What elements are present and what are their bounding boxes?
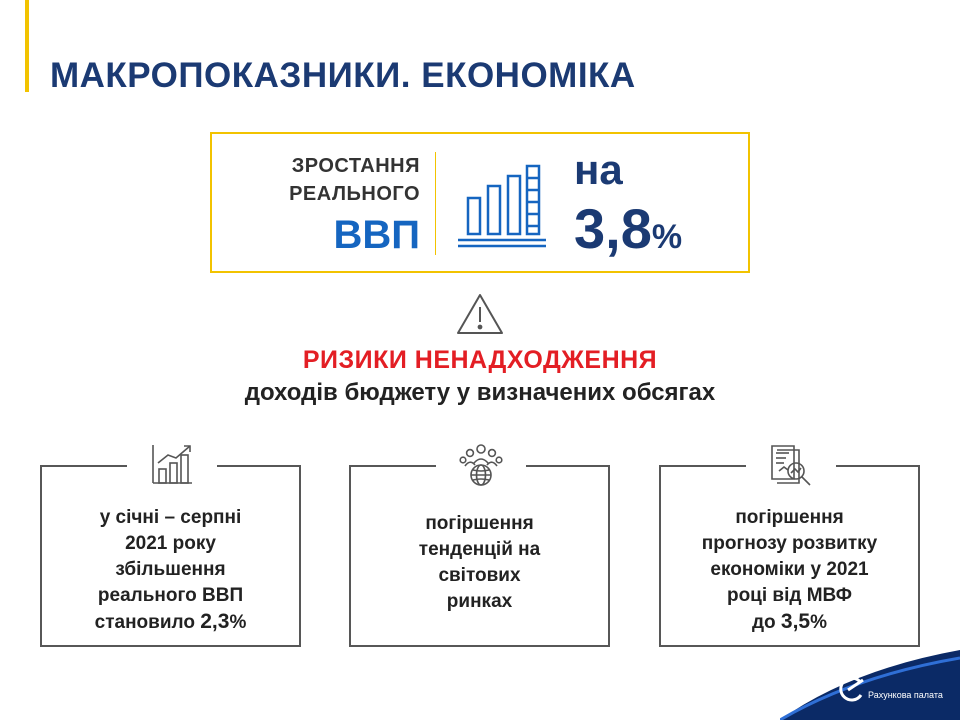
gdp-divider — [435, 152, 436, 255]
gdp-value-prefix: на — [574, 146, 623, 193]
card-line — [671, 609, 908, 636]
card-line: 2021 року — [125, 533, 216, 554]
footer-swoosh — [780, 640, 960, 720]
card-line: світових — [438, 565, 521, 586]
card-line — [52, 609, 289, 636]
card-line: реального ВВП — [97, 585, 244, 606]
global-market-icon — [459, 443, 503, 487]
gdp-value-number: 3,8 — [574, 197, 652, 260]
risk-title: РИЗИКИ НЕНАДХОДЖЕННЯ — [302, 346, 658, 374]
page-title: МАКРОПОКАЗНИКИ. ЕКОНОМІКА — [50, 56, 636, 95]
gdp-label-line-1: ЗРОСТАННЯ — [291, 155, 420, 177]
card-value-prefix: становило — [94, 612, 201, 633]
audit-chamber-logo-icon — [836, 674, 866, 704]
footer-brand: Рахункова палата — [868, 690, 943, 700]
gdp-label — [289, 152, 420, 258]
risk-card-text — [52, 505, 289, 636]
card-value: 3,5 — [780, 610, 811, 633]
gdp-label-line-2: РЕАЛЬНОГО — [289, 183, 420, 205]
gdp-label-line-3: ВВП — [333, 213, 420, 257]
title-accent-bar — [25, 0, 29, 92]
gdp-growth-value — [574, 144, 682, 262]
card-line: році від МВФ — [726, 585, 853, 606]
forecast-document-icon — [769, 443, 813, 487]
card-value-prefix: до — [751, 612, 781, 633]
card-line: погіршення — [425, 513, 534, 534]
card-line: збільшення — [115, 559, 226, 580]
card-line: погіршення — [735, 507, 844, 528]
risk-card-text — [361, 511, 598, 615]
card-line: тенденцій на — [418, 539, 541, 560]
risk-card-text — [671, 505, 908, 636]
card-line: у січні – серпні — [99, 507, 242, 528]
warning-icon — [456, 293, 504, 335]
card-line: прогнозу розвитку — [701, 533, 878, 554]
risk-card-imf-forecast — [659, 465, 920, 647]
gdp-growth-panel — [210, 132, 750, 273]
growth-chart-icon — [150, 443, 194, 487]
card-value: 2,3 — [200, 610, 230, 633]
gdp-value-unit: % — [651, 218, 683, 256]
card-line: ринках — [446, 591, 513, 612]
card-line: економіки у 2021 — [710, 559, 869, 580]
bar-chart-icon — [456, 164, 548, 248]
card-value-unit: % — [229, 612, 247, 633]
card-value-unit: % — [810, 612, 828, 633]
risk-subtitle: доходів бюджету у визначених обсягах — [244, 379, 716, 406]
risk-card-gdp-growth — [40, 465, 301, 647]
risk-card-world-markets — [349, 465, 610, 647]
